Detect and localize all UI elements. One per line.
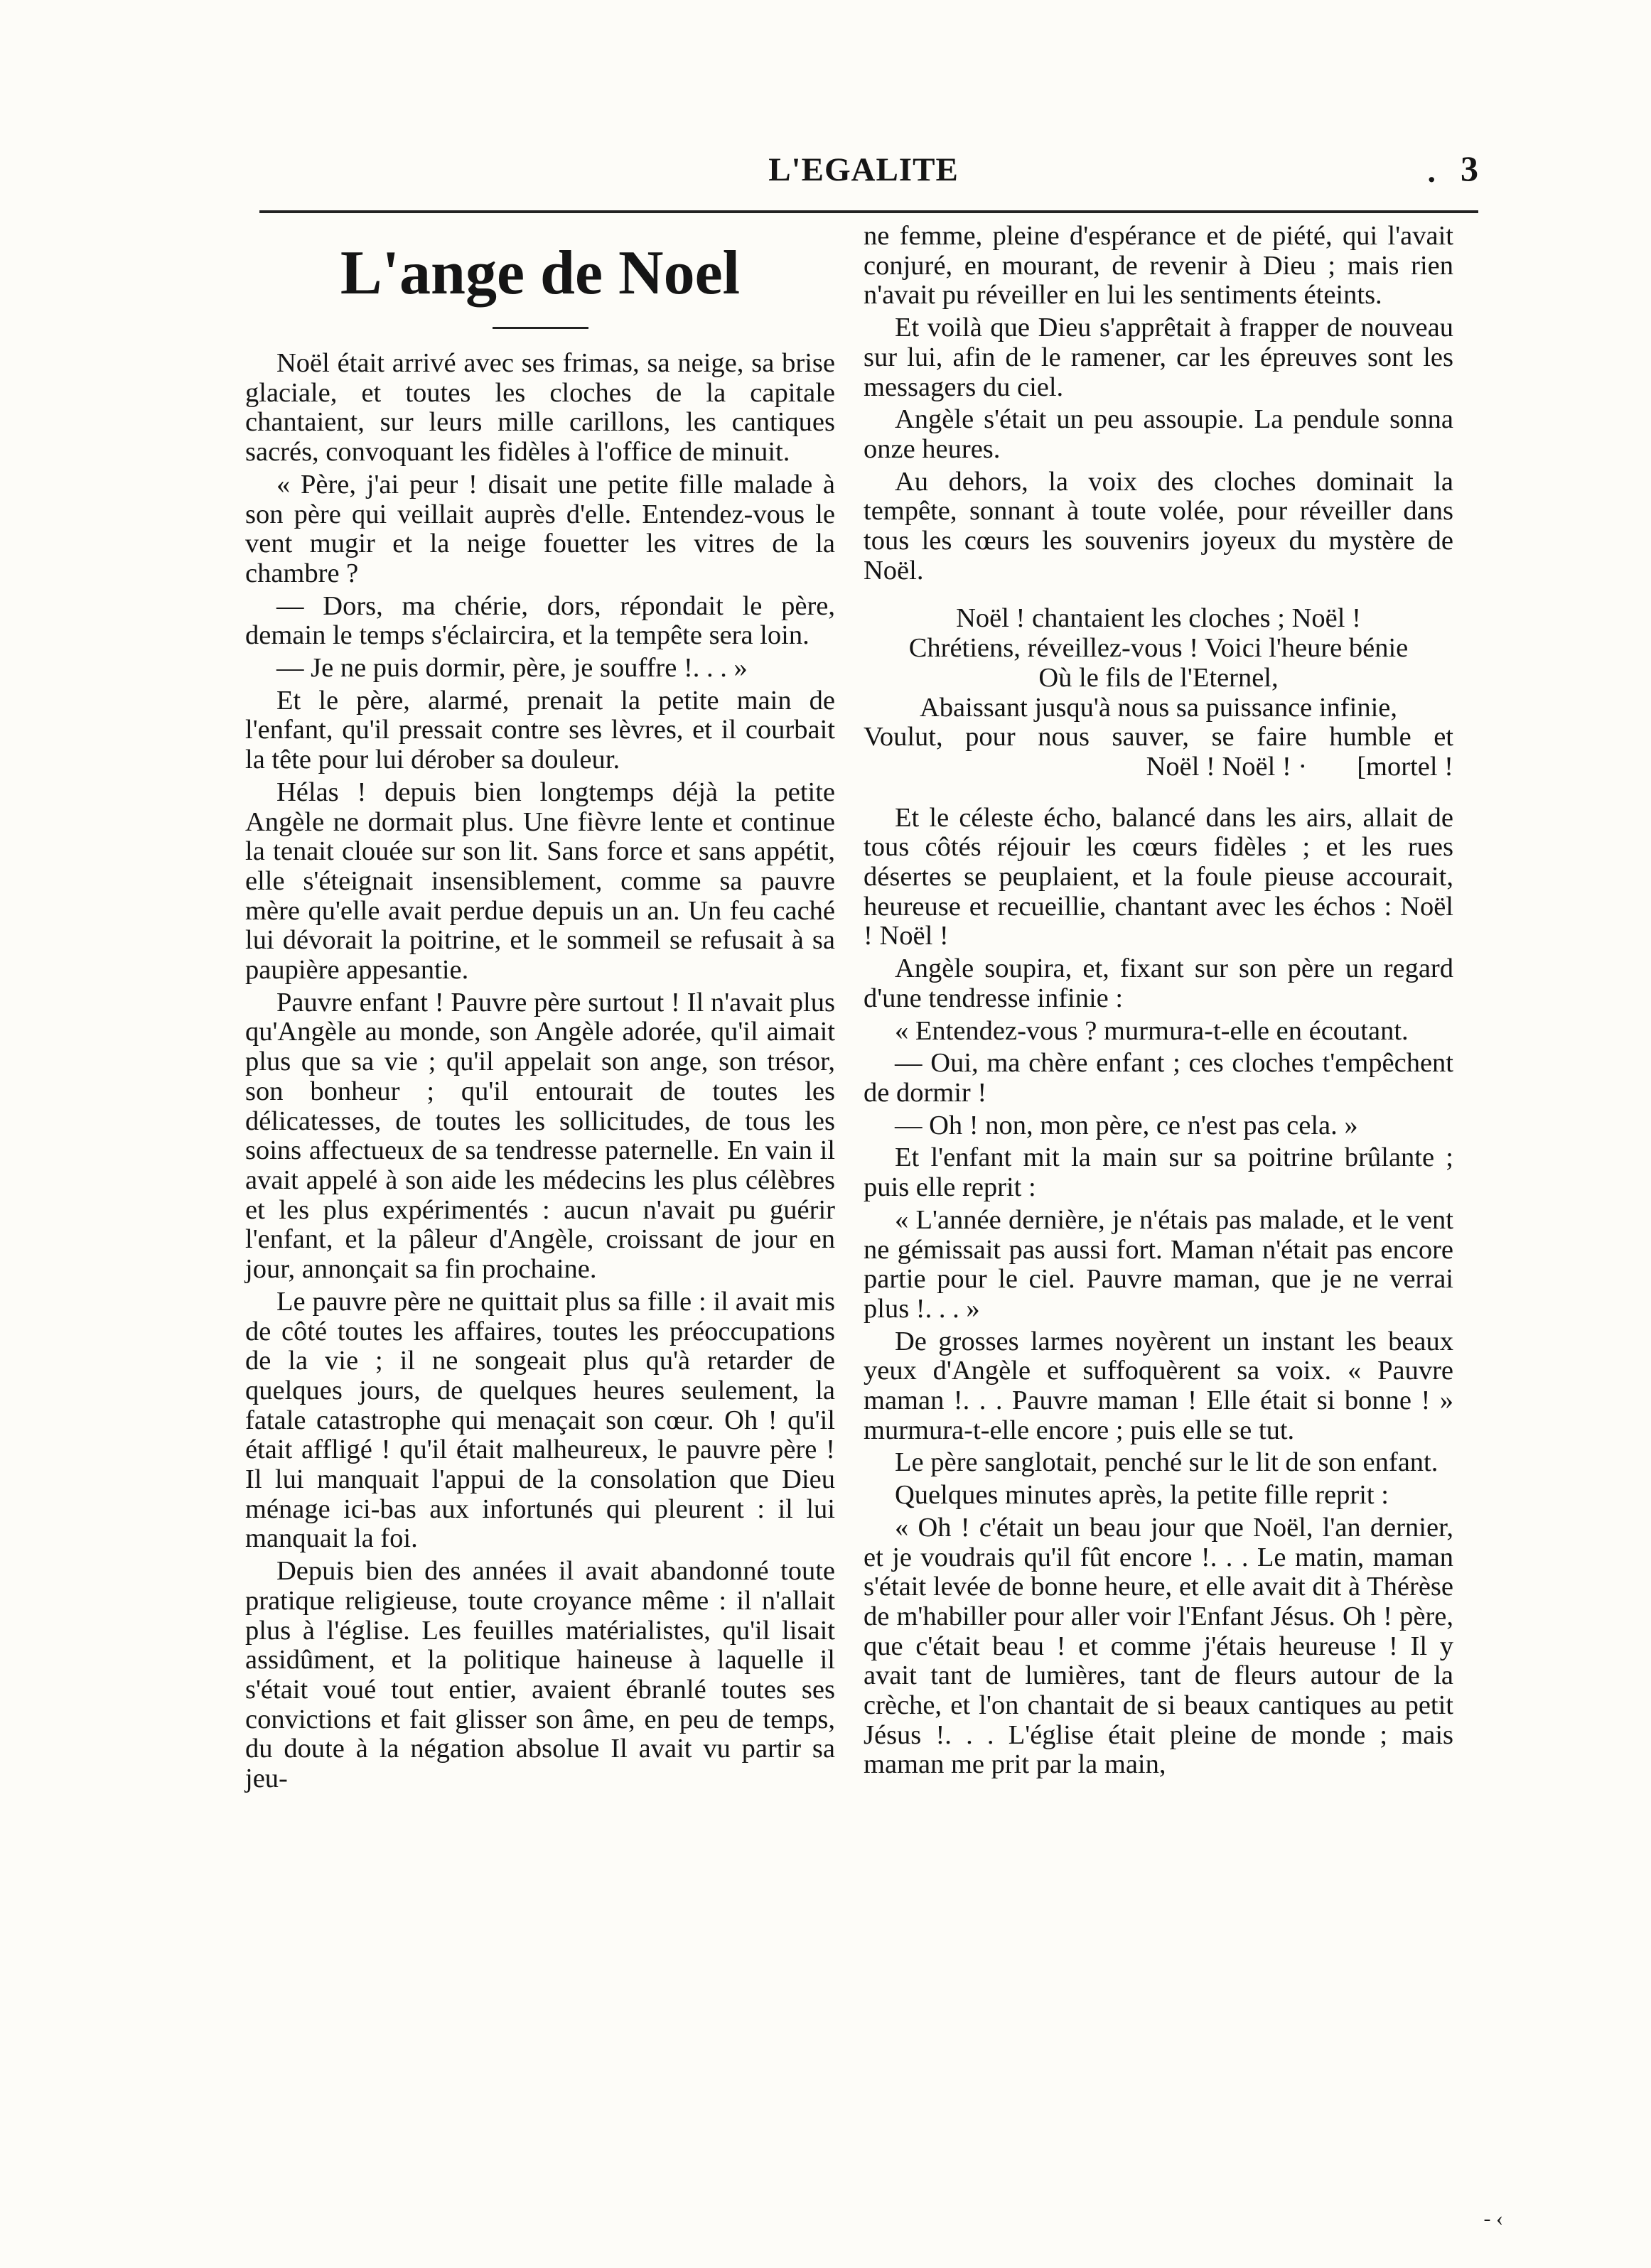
paragraph: Et voilà que Dieu s'apprêtait à frapper de nouveau sur lui, afin de le ramener, car les épreuves sont les messagers du ciel. <box>864 313 1453 402</box>
paragraph: Angèle soupira, et, fixant sur son père un regard d'une tendresse infinie : <box>864 954 1453 1013</box>
header-rule <box>259 210 1478 213</box>
newspaper-title: L'EGALITE <box>768 151 959 188</box>
title-rule <box>493 327 588 329</box>
paragraph: De grosses larmes noyèrent un instant les beaux yeux d'Angèle et suffoquèrent sa voix. « Pauvre maman !. . . Pauvre maman ! Elle était si bonne ! » murmura-t-elle encore ; puis elle se tut. <box>864 1326 1453 1445</box>
paragraph: Pauvre enfant ! Pauvre père surtout ! Il n'avait plus qu'Angèle au monde, son Angèle adorée, qu'il aimait plus que sa vie ; qu'il appelait son ange, son trésor, son bonheur ; qu'il entourait de toutes les délicatesses, de toutes les sollicitudes, de tous les soins affectueux de sa tendresse paternelle. En vain il avait appelé à son aide les médecins les plus célèbres et les plus expérimentés : aucun n'avait pu guérir l'enfant, et la pâleur d'Angèle, croissant de jour en jour, annonçait sa fin prochaine. <box>245 987 835 1285</box>
poem-line: Abaissant jusqu'à nous sa puissance infinie, <box>919 692 1398 723</box>
paragraph: Et le céleste écho, balancé dans les airs, allait de tous côtés réjouir les cœurs fidèles ; et les rues désertes se peuplaient, et la foule pieuse accourait, heureuse et recueillie, chantant avec les échos : Noël ! Noël ! <box>864 802 1453 951</box>
paragraph: ne femme, pleine d'espérance et de piété, qui l'avait conjuré, en mourant, de revenir à Dieu ; mais rien n'avait pu réveiller en lui les sentiments éteints. <box>864 221 1453 310</box>
poem-overflow: [mortel ! <box>1357 751 1453 782</box>
poem-line: Noël ! chantaient les cloches ; Noël ! <box>956 603 1361 634</box>
article-title: L'ange de Noel <box>340 239 741 308</box>
poem-refrain: Noël ! Noël ! · <box>1146 751 1308 782</box>
paragraph: Quelques minutes après, la petite fille reprit : <box>895 1480 1389 1511</box>
paragraph: Noël était arrivé avec ses frimas, sa neige, sa brise glaciale, et toutes les cloches de la capitale chantaient, sur leurs mille carillons, les cantiques sacrés, convoquant les fidèles à l'office de minuit. <box>245 348 835 468</box>
paragraph: « Entendez-vous ? murmura-t-elle en écoutant. <box>895 1015 1409 1046</box>
paragraph: « L'année dernière, je n'étais pas malade, et le vent ne gémissait pas aussi fort. Maman n'était pas encore partie pour le ciel. Pauvre maman, que je ne verrai plus !. . . » <box>864 1204 1453 1324</box>
paragraph: — Je ne puis dormir, père, je souffre !. . . » <box>276 653 748 684</box>
paragraph: « Oh ! c'était un beau jour que Noël, l'an dernier, et je voudrais qu'il fût encore !. . . Le matin, maman s'était levée de bonne heure, et elle avait dit à Thérèse de m'habiller pour aller voir l'Enfant Jésus. Oh ! père, que c'était beau ! et comme j'étais heureuse ! Il y avait tant de lumières, tant de fleurs autour de la crèche, et l'on chantait de si beaux cantiques au petit Jésus !. . . L'église était pleine de monde ; mais maman me prit par la main, <box>864 1512 1453 1780</box>
poem-refrain-line <box>864 752 1453 782</box>
paragraph: — Oh ! non, mon père, ce n'est pas cela. » <box>895 1110 1358 1140</box>
paragraph: — Oui, ma chère enfant ; ces cloches t'empêchent de dormir ! <box>864 1048 1453 1108</box>
poem-block <box>864 604 1453 782</box>
paragraph: Et le père, alarmé, prenait la petite main de l'enfant, qu'il pressait contre ses lèvres, et il courbait la tête pour lui dérober sa douleur. <box>245 685 835 775</box>
page-header <box>249 148 1478 207</box>
left-column <box>245 222 835 1797</box>
poem-line: Voulut, pour nous sauver, se faire humble et <box>864 722 1453 752</box>
paragraph: Depuis bien des années il avait abandonné toute pratique religieuse, toute croyance même : il n'allait plus à l'église. Les feuilles matérialistes, qu'il lisait assidûment, et la politique haineuse à laquelle il s'était voué tout entier, avaient ébranlé toutes ses convictions et fait glisser son âme, en peu de temps, du doute à la négation absolue Il avait vu partir sa jeu- <box>245 1556 835 1794</box>
paragraph: Au dehors, la voix des cloches dominait la tempête, sonnant à toute volée, pour réveiller dans tous les cœurs les souvenirs joyeux du mystère de Noël. <box>864 466 1453 585</box>
paragraph: Et l'enfant mit la main sur sa poitrine brûlante ; puis elle reprit : <box>864 1143 1453 1203</box>
right-column <box>864 222 1453 1783</box>
paragraph: Le pauvre père ne quittait plus sa fille : il avait mis de côté toutes les affaires, toutes les préoccupations de la vie ; il ne songeait plus qu'à retarder de quelques jours, de quelques heures seulement, la fatale catastrophe qui menaçait son cœur. Oh ! qu'il était affligé ! qu'il était malheureux, le pauvre père ! Il lui manquait l'appui de la consolation que Dieu ménage ici-bas aux infortunés qui pleurent : il lui manquait la foi. <box>245 1286 835 1554</box>
footer-mark: - ‹ <box>1483 2207 1503 2230</box>
paragraph: « Père, j'ai peur ! disait une petite fille malade à son père qui veillait auprès d'elle. Entendez-vous le vent mugir et la neige fouetter les vitres de la chambre ? <box>245 469 835 588</box>
paragraph: Angèle s'était un peu assoupie. La pendule sonna onze heures. <box>864 404 1453 464</box>
page-dot: . <box>1427 153 1436 189</box>
paragraph: Hélas ! depuis bien longtemps déjà la petite Angèle ne dormait plus. Une fièvre lente et continue la tenait clouée sur son lit. Sans force et sans appétit, elle s'éteignait insensiblement, comme sa pauvre mère qu'elle avait perdue depuis un an. Un feu caché lui dévorait la poitrine, et le sommeil se refusait à sa paupière appesantie. <box>245 777 835 986</box>
paragraph: Le père sanglotait, penché sur le lit de son enfant. <box>895 1447 1438 1478</box>
poem-line: Où le fils de l'Eternel, <box>1038 662 1279 693</box>
poem-line: Chrétiens, réveillez-vous ! Voici l'heure bénie <box>908 633 1409 664</box>
page-number: 3 <box>1461 148 1478 188</box>
paragraph: — Dors, ma chérie, dors, répondait le père, demain le temps s'éclaircira, et la tempête sera loin. <box>245 590 835 651</box>
